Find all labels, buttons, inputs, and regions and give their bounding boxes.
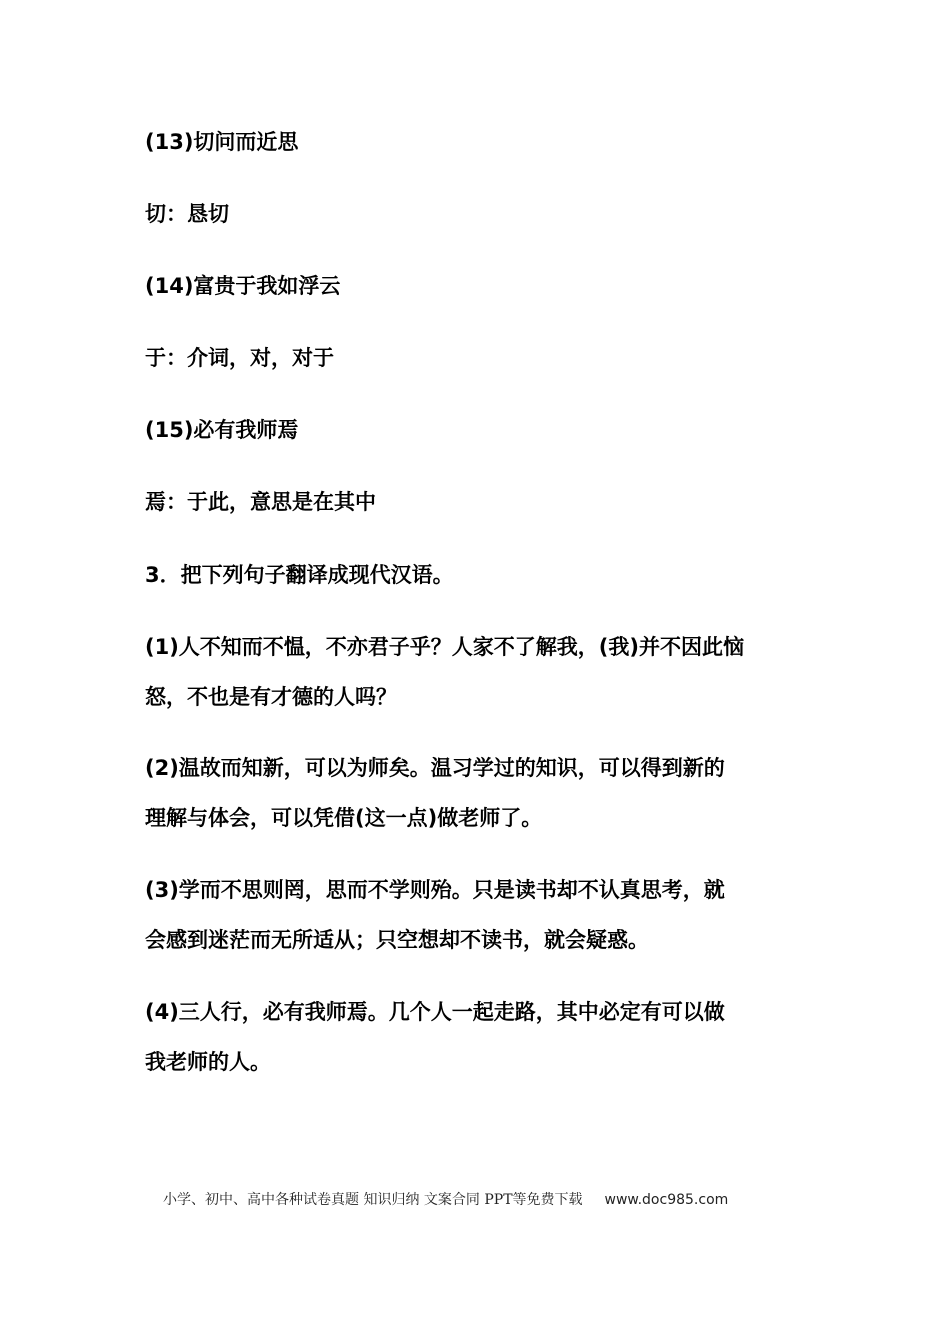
item-15-definition: 焉：于此，意思是在其中 <box>145 490 376 514</box>
translation-2-line-2: 理解与体会，可以凭借(这一点)做老师了。 <box>145 806 543 830</box>
translation-3-line-1: (3)学而不思则罔，思而不学则殆。只是读书却不认真思考，就 <box>145 878 725 902</box>
translation-1-line-2: 怒，不也是有才德的人吗？ <box>145 685 397 709</box>
footer-site-link[interactable]: www.doc985.com <box>604 1192 729 1208</box>
translation-4-line-1: (4)三人行，必有我师焉。几个人一起走路，其中必定有可以做 <box>145 1000 725 1024</box>
translation-2 <box>145 743 815 843</box>
translation-1-line-1: (1)人不知而不愠，不亦君子乎？人家不了解我，(我)并不因此恼 <box>145 635 745 659</box>
item-14-definition: 于：介词，对，对于 <box>145 346 334 370</box>
footer-text: 小学、初中、高中各种试卷真题 知识归纳 文案合同 PPT等免费下载 <box>163 1192 583 1208</box>
item-13-definition: 切：恳切 <box>145 202 229 226</box>
translation-4-line-2: 我老师的人。 <box>145 1050 271 1074</box>
item-13-sentence: (13)切问而近思 <box>145 130 299 154</box>
item-14-sentence: (14)富贵于我如浮云 <box>145 274 341 298</box>
question-3-heading: 3．把下列句子翻译成现代汉语。 <box>145 563 454 587</box>
translation-4 <box>145 987 815 1087</box>
page-footer <box>163 1190 803 1210</box>
translation-2-line-1: (2)温故而知新，可以为师矣。温习学过的知识，可以得到新的 <box>145 756 725 780</box>
item-15-sentence: (15)必有我师焉 <box>145 418 299 442</box>
translation-3-line-2: 会感到迷茫而无所适从；只空想却不读书，就会疑惑。 <box>145 928 649 952</box>
translation-1 <box>145 622 815 722</box>
translation-3 <box>145 865 815 965</box>
